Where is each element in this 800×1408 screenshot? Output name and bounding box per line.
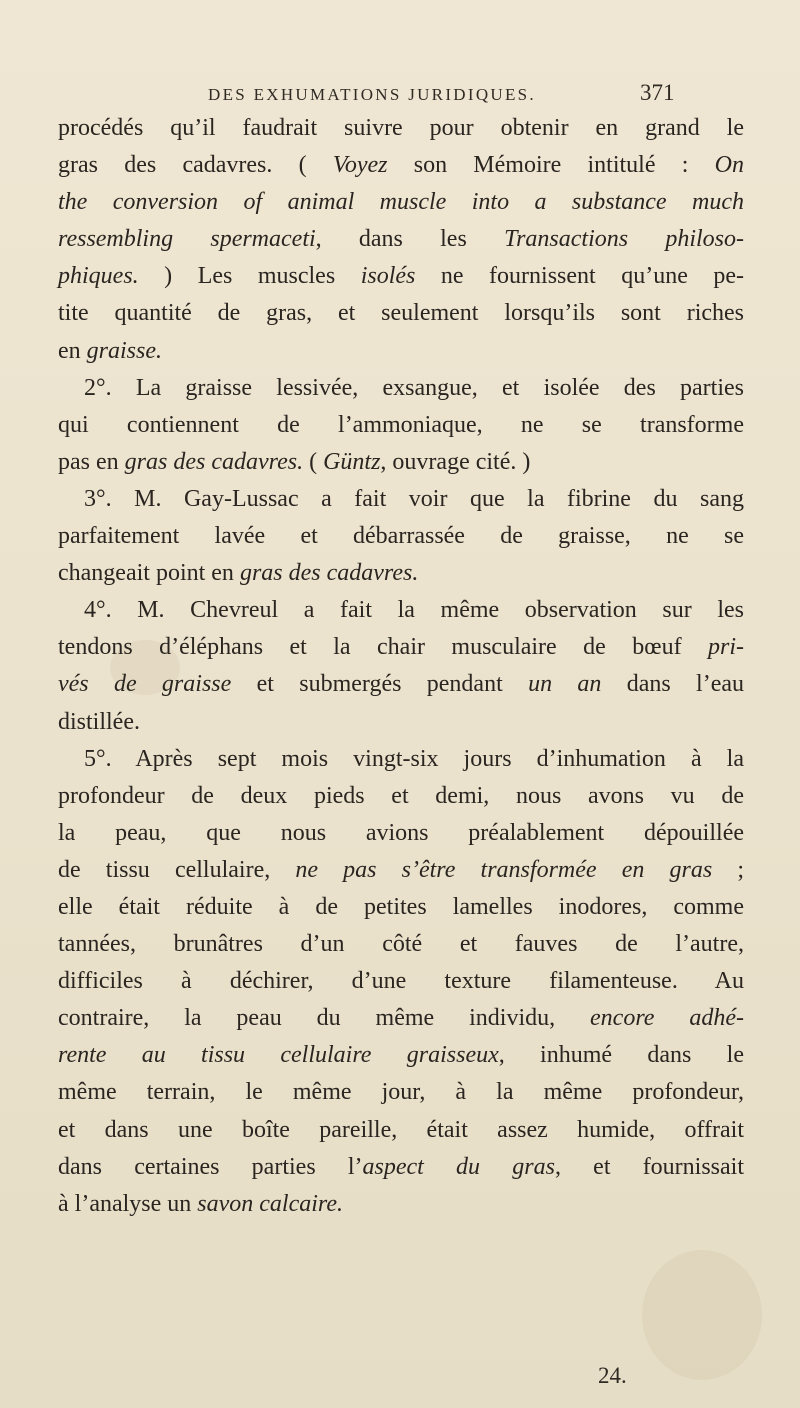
- text-line: ressembling spermaceti, dans les Transactions philoso-: [58, 226, 745, 253]
- text-line: de tissu cellulaire, ne pas s’être transformée en gras ;: [58, 856, 744, 883]
- text-line: 3°. M. Gay-Lussac a fait voir que la fibrine du sang: [84, 485, 744, 512]
- text-line: elle était réduite à de petites lamelles inodores, comme: [58, 893, 744, 920]
- text-line: contraire, la peau du même individu, encore adhé-: [58, 1005, 744, 1032]
- text-line: pas en gras des cadavres. ( Güntz, ouvrage cité. ): [58, 448, 531, 475]
- text-line: tendons d’éléphans et la chair musculaire de bœuf pri-: [58, 634, 744, 661]
- running-title: DES EXHUMATIONS JURIDIQUES.: [208, 85, 536, 104]
- text-line: en graisse.: [58, 337, 162, 364]
- text-line: 2°. La graisse lessivée, exsangue, et isolée des parties: [84, 374, 744, 401]
- text-line: changeait point en gras des cadavres.: [58, 560, 419, 587]
- text-line: la peau, que nous avions préalablement dépouillée: [58, 819, 744, 846]
- running-head: [0, 82, 800, 112]
- text-line: même terrain, le même jour, à la même profondeur,: [58, 1079, 744, 1106]
- text-line: tannées, brunâtres d’un côté et fauves de l’autre,: [58, 931, 744, 958]
- paper-stain: [642, 1250, 762, 1380]
- text-line: et dans une boîte pareille, était assez humide, offrait: [58, 1116, 744, 1143]
- text-line: 4°. M. Chevreul a fait la même observation sur les: [84, 597, 744, 624]
- text-line: vés de graisse et submergés pendant un an dans l’eau: [58, 671, 745, 698]
- text-line: tite quantité de gras, et seulement lorsqu’ils sont riches: [58, 300, 744, 327]
- text-line: the conversion of animal muscle into a substance much: [58, 189, 744, 216]
- text-line: gras des cadavres. ( Voyez son Mémoire intitulé : On: [58, 152, 744, 179]
- text-line: difficiles à déchirer, d’une texture filamenteuse. Au: [58, 968, 744, 995]
- text-line: phiques. ) Les muscles isolés ne fournissent qu’une pe-: [58, 263, 744, 290]
- text-line: parfaitement lavée et débarrassée de graisse, ne se: [58, 523, 744, 550]
- text-line: dans certaines parties l’aspect du gras, et fournissait: [58, 1153, 745, 1180]
- text-line: qui contiennent de l’ammoniaque, ne se transforme: [58, 411, 744, 438]
- text-line: profondeur de deux pieds et demi, nous avons vu de: [58, 782, 744, 809]
- body-text: [58, 110, 744, 1223]
- text-line: procédés qu’il faudrait suivre pour obtenir en grand le: [58, 115, 744, 141]
- text-line: rente au tissu cellulaire graisseux, inhumé dans le: [58, 1042, 744, 1069]
- page-number: 371: [640, 80, 675, 105]
- text-line: à l’analyse un savon calcaire.: [58, 1190, 344, 1217]
- text-line: distillée.: [58, 708, 140, 735]
- signature-mark: 24.: [598, 1363, 627, 1388]
- text-line: 5°. Après sept mois vingt-six jours d’inhumation à la: [84, 745, 744, 772]
